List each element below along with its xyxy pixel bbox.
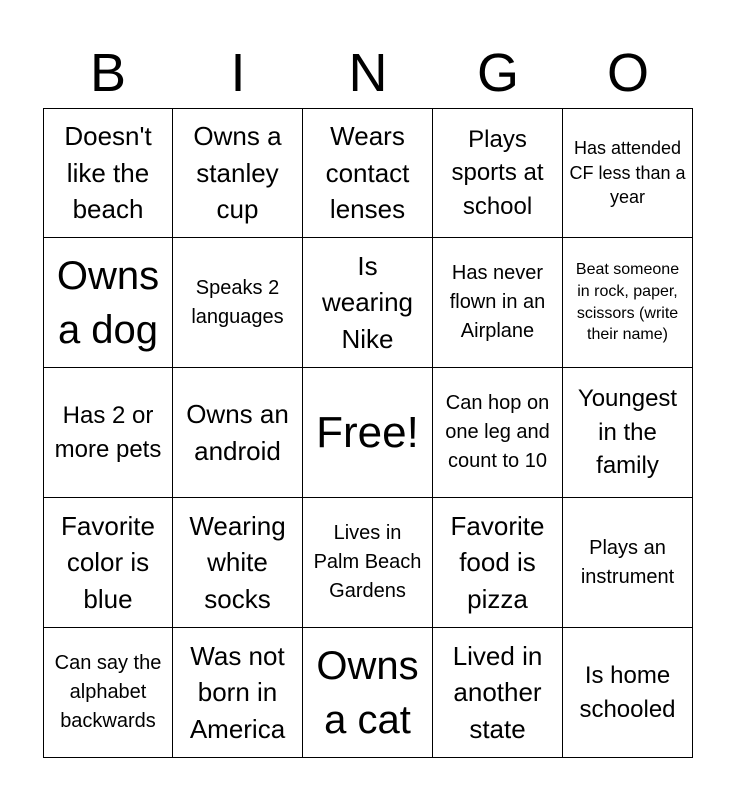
bingo-cell[interactable]: [173, 368, 303, 498]
bingo-header: [43, 38, 693, 108]
header-letter-b: B: [89, 43, 127, 103]
cell-text: Has attended CF less than a year: [569, 137, 686, 208]
bingo-cell[interactable]: [43, 368, 173, 498]
bingo-cell[interactable]: [563, 238, 693, 368]
cell-text: Can hop on one leg and count to 10: [445, 392, 550, 472]
bingo-cell[interactable]: [303, 628, 433, 758]
bingo-cell[interactable]: [43, 108, 173, 238]
bingo-cell[interactable]: [173, 628, 303, 758]
cell-text: Has 2 or more pets: [54, 401, 162, 463]
bingo-cell[interactable]: [303, 238, 433, 368]
cell-text: Favorite food is pizza: [450, 510, 545, 614]
header-letter-g: G: [476, 43, 519, 103]
cell-text: Owns a cat: [316, 643, 419, 742]
cell-text: Lived in another state: [452, 640, 543, 744]
bingo-cell[interactable]: [43, 628, 173, 758]
header-letter-n: N: [348, 43, 388, 103]
cell-text: Is home schooled: [579, 661, 676, 723]
cell-text: Lives in Palm Beach Gardens: [313, 522, 422, 602]
cell-text: Beat someone in rock, paper, scissors (write their name): [575, 261, 680, 344]
bingo-cell[interactable]: [173, 108, 303, 238]
cell-text: Owns an android: [186, 399, 289, 466]
free-space-cell[interactable]: [303, 368, 433, 498]
cell-text: Speaks 2 languages: [191, 276, 284, 328]
bingo-cell[interactable]: [563, 368, 693, 498]
cell-text: Wearing white socks: [189, 510, 286, 614]
cell-text: Has never flown in an Airplane: [449, 262, 546, 342]
bingo-cell[interactable]: [43, 498, 173, 628]
bingo-cell[interactable]: [563, 628, 693, 758]
cell-text: Wears contact lenses: [325, 121, 410, 225]
cell-text: Favorite color is blue: [61, 510, 155, 614]
cell-text: Owns a stanley cup: [193, 121, 282, 225]
bingo-cell[interactable]: [563, 108, 693, 238]
cell-text: Plays an instrument: [580, 536, 675, 588]
free-space-text: Free!: [316, 407, 419, 457]
bingo-cell[interactable]: [433, 628, 563, 758]
bingo-cell[interactable]: [303, 108, 433, 238]
bingo-cell[interactable]: [173, 498, 303, 628]
cell-text: Youngest in the family: [577, 385, 678, 480]
header-letter-i: I: [230, 43, 246, 103]
bingo-cell[interactable]: [433, 368, 563, 498]
cell-text: Can say the alphabet backwards: [54, 652, 162, 732]
cell-text: Is wearing Nike: [321, 250, 414, 354]
cell-text: Owns a dog: [56, 253, 160, 352]
bingo-cell[interactable]: [433, 238, 563, 368]
cell-text: Plays sports at school: [451, 125, 544, 220]
bingo-cell[interactable]: [433, 498, 563, 628]
bingo-cell[interactable]: [173, 238, 303, 368]
bingo-cell[interactable]: [563, 498, 693, 628]
bingo-cell[interactable]: [303, 498, 433, 628]
cell-text: Was not born in America: [189, 640, 286, 744]
bingo-cell[interactable]: [43, 238, 173, 368]
cell-text: Doesn't like the beach: [64, 121, 152, 225]
bingo-cell[interactable]: [433, 108, 563, 238]
bingo-board: [43, 108, 693, 758]
header-letter-o: O: [606, 43, 649, 103]
